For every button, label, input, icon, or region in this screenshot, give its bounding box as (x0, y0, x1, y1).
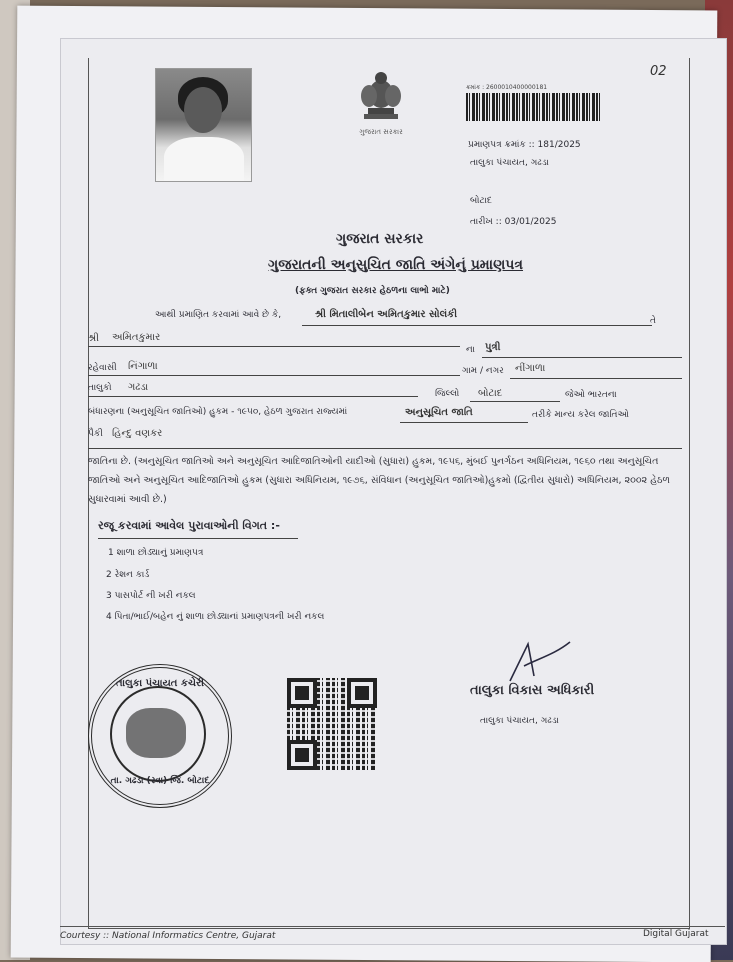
barcode (466, 93, 602, 121)
name-underline (302, 325, 652, 326)
constitution-text: બંધારણના (અનુસૂચિત જાતિઓ) હુકમ - ૧૯૫૦, હેઠળ ગુજરાત રાજ્યમાં (88, 407, 348, 417)
signatory-designation: તાલુકા વિકાસ અધિકારી (470, 683, 595, 698)
header-office: તાલુકા પંચાયત, ગઢડા (470, 158, 549, 168)
recognized-text: તરીકે માન્ય કરેલ જાતિઓ (532, 410, 629, 420)
india-text: જેઓ ભારતના (565, 390, 617, 400)
documents-heading-underline (98, 538, 298, 539)
district-value: બોટાદ (478, 388, 503, 399)
relation-label: ના (466, 345, 475, 355)
barcode-number: ક્રમાંક : 2600010400000181 (466, 84, 548, 91)
signature-mark (500, 636, 580, 686)
name-suffix: તે (650, 316, 656, 326)
resident-underline (88, 375, 460, 376)
relation-value: પુત્રી (485, 342, 501, 353)
seal-top-text: તાલુકા પંચાયત કચેરી (116, 678, 204, 689)
certificate-subtitle: (ફક્ત ગુજરાત સરકાર હેઠળના લાભો માટે) (295, 286, 450, 296)
document-item: 3 પાસપોર્ટ ની ખરી નકલ (106, 591, 196, 601)
signatory-office: તાલુકા પંચાયત, ગઢડા (480, 716, 559, 726)
qr-code (287, 678, 377, 770)
taluka-label: તાલુકો (88, 383, 112, 393)
govt-title: ગુજરાત સરકાર (336, 231, 424, 247)
document-item: 1 શાળા છોડ્યાનું પ્રમાણપત્ર (108, 548, 204, 558)
category-underline (400, 422, 528, 423)
footer-rule (60, 926, 725, 927)
caste-underline (88, 448, 682, 449)
issue-date: તારીખ :: 03/01/2025 (470, 217, 557, 227)
header-place: બોટાદ (470, 196, 492, 206)
document-item: 4 પિતા/ભાઈ/બહેન નું શાળા છોડ્યાનાં પ્રમાણપત્રની ખરી નકલ (106, 612, 325, 622)
certify-text: આથી પ્રમાણિત કરવામાં આવે છે કે, (155, 310, 282, 320)
state-emblem-icon (350, 64, 412, 126)
legal-paragraph: જાતિના છે. (અનુસૂચિત જાતિઓ અને અનુસૂચિત આદિજાતિઓની યાદીઓ (સુધારા) હુકમ, ૧૯૫૬, મુંબઈ પુનર્ગઠન અધિનિયમ, ૧૯૬૦ તથા અનુસૂચિત જાતિઓ અને અનુસૂચિત આદિજાતિઓ હુકમ (સુધારા અધિનિયમ, ૧૯૭૬, સંવિધાન (અનુસૂચિત જાતિઓ)હુકમો (દ્વિતીય સુધારો) અધિનિયમ, ૨૦૦૨ હેઠળ સુધારવામાં આવી છે.) (88, 456, 670, 505)
father-underline (88, 346, 460, 347)
document-item: 2 રેશન કાર્ડ (106, 570, 150, 580)
caste-category: અનુસૂચિત જાતિ (405, 407, 473, 418)
district-underline (470, 401, 560, 402)
holder-name: શ્રી મિતાલીબેન અમિતકુમાર સોલંકી (315, 309, 458, 320)
caste-value: હિન્દુ વણકર (112, 428, 163, 439)
office-seal (88, 664, 232, 808)
relation-underline (482, 357, 682, 358)
resident-value: નિંગાળા (128, 361, 158, 372)
emblem-caption: ગુજરાત સરકાર (359, 128, 403, 136)
village-underline (510, 378, 682, 379)
footer-courtesy: Courtesy :: National Informatics Centre, Gujarat (60, 931, 276, 941)
applicant-photo (155, 68, 252, 182)
village-label: ગામ / નગર (462, 366, 504, 376)
resident-label: રહેવાસી (88, 363, 117, 373)
certificate-number: પ્રમાણપત્ર ક્રમાંક :: 181/2025 (468, 140, 581, 150)
seal-bottom-text: તા. ગઢડા (સ્વા) જિ. બોટાદ (110, 776, 210, 786)
taluka-underline (88, 396, 418, 397)
certificate-title: ગુજરાતની અનુસુચિત જાતિ અંગેનું પ્રમાણપત્ર (268, 257, 524, 273)
footer-brand: Digital Gujarat (643, 929, 709, 939)
caste-label: પૈકી (88, 429, 103, 439)
father-name: અમિતકુમાર (112, 332, 161, 343)
father-prefix: શ્રી (88, 333, 100, 344)
district-label: જિલ્લો (435, 389, 460, 399)
documents-heading: રજૂ કરવામાં આવેલ પુરાવાઓની વિગત :- (98, 519, 280, 532)
village-value: નીંગાળા (515, 363, 546, 374)
taluka-value: ગઢડા (128, 382, 149, 393)
corner-mark: 02 (650, 64, 667, 79)
